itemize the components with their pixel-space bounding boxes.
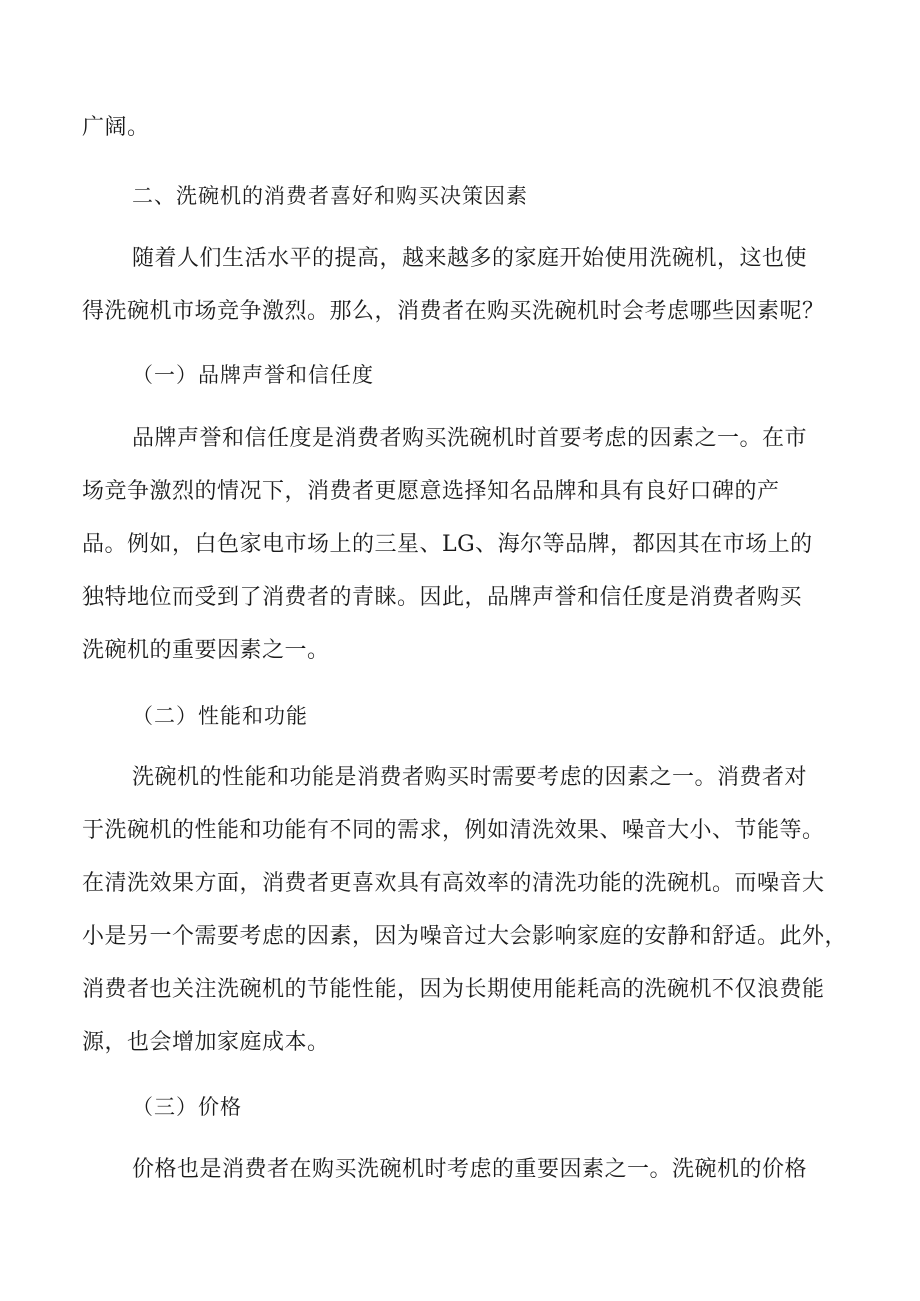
subsection-heading-1: （一）品牌声誉和信任度 <box>132 363 374 387</box>
section-heading-2: 二、洗碗机的消费者喜好和购买决策因素 <box>132 184 528 208</box>
paragraph-line: 源，也会增加家庭成本。 <box>82 1030 330 1055</box>
subsection-heading-3: （三）价格 <box>132 1095 242 1119</box>
paragraph-line: 洗碗机的性能和功能是消费者购买时需要考虑的因素之一。消费者对 <box>132 765 808 790</box>
subsection-heading-2: （二）性能和功能 <box>132 704 308 728</box>
paragraph-line: 小是另一个需要考虑的因素，因为噪音过大会影响家庭的安静和舒适。此外， <box>82 924 848 949</box>
paragraph-line: 消费者也关注洗碗机的节能性能，因为长期使用能耗高的洗碗机不仅浪费能 <box>82 977 825 1002</box>
paragraph-line: 在清洗效果方面，消费者更喜欢具有高效率的清洗功能的洗碗机。而噪音大 <box>82 871 825 896</box>
paragraph-line: 于洗碗机的性能和功能有不同的需求，例如清洗效果、噪音大小、节能等。 <box>82 818 825 843</box>
paragraph-line: 随着人们生活水平的提高，越来越多的家庭开始使用洗碗机，这也使 <box>132 246 808 271</box>
paragraph-line: 品牌声誉和信任度是消费者购买洗碗机时首要考虑的因素之一。在市 <box>132 426 808 451</box>
paragraph-line: 洗碗机的重要因素之一。 <box>82 638 330 663</box>
paragraph-line: 场竞争激烈的情况下，消费者更愿意选择知名品牌和具有良好口碑的产 <box>82 479 780 504</box>
paragraph-line: 独特地位而受到了消费者的青睐。因此，品牌声誉和信任度是消费者购买 <box>82 585 803 610</box>
paragraph-continuation: 广阔。 <box>82 115 150 140</box>
paragraph-line: 得洗碗机市场竞争激烈。那么，消费者在购买洗碗机时会考虑哪些因素呢？ <box>82 299 825 324</box>
paragraph-line: 品。例如，白色家电市场上的三星、LG、海尔等品牌，都因其在市场上的 <box>82 532 813 557</box>
paragraph-line: 价格也是消费者在购买洗碗机时考虑的重要因素之一。洗碗机的价格 <box>132 1157 808 1182</box>
